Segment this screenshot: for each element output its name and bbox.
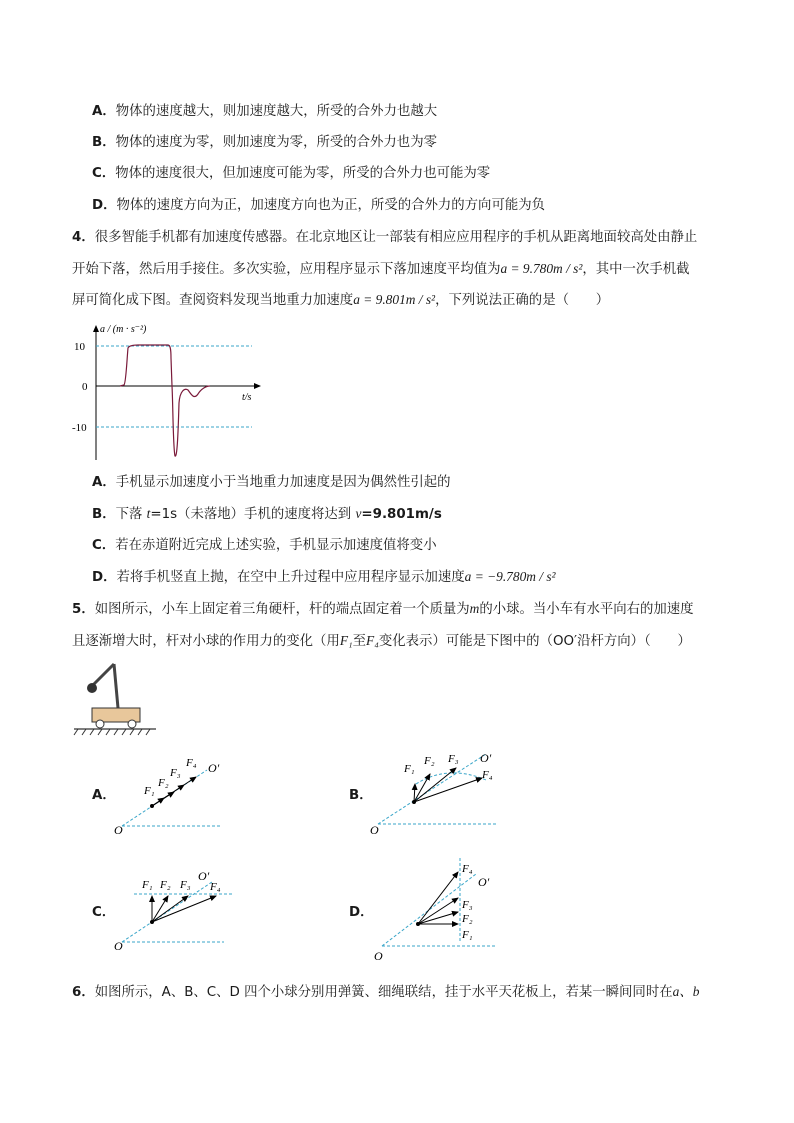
svg-text:F₁: F₁ (142, 879, 153, 891)
q5-figure-a-label: A． (92, 788, 116, 803)
svg-text:F₁: F₁ (404, 763, 415, 775)
q5-figure-c-label: C． (92, 905, 116, 920)
svg-text:O: O (114, 939, 123, 953)
x-axis-label: t/s (242, 392, 252, 403)
q5-figure-a (112, 752, 232, 840)
svg-text:O′: O′ (198, 869, 210, 883)
vertical-rod (114, 664, 118, 708)
tick-0: 0 (82, 381, 88, 393)
q5-stem-line2: 且逐渐增大时，杆对小球的作用力的变化（用F₁至F₄变化表示）可能是下图中的（OO′沿杆方向）（ ） (72, 633, 691, 649)
svg-text:F₃: F₃ (462, 899, 473, 911)
q5-figure-b (368, 744, 504, 840)
svg-text:F₃: F₃ (180, 879, 191, 891)
slanted-rod (92, 664, 114, 686)
svg-text:F₄: F₄ (186, 757, 197, 769)
svg-text:F₃: F₃ (170, 767, 181, 779)
q5-figure-b-label: B． (349, 788, 373, 803)
tick-10: 10 (74, 341, 85, 353)
q4-option-c: C．若在赤道附近完成上述实验，手机显示加速度值将变小 (92, 538, 437, 553)
q5-figure-d-label: D． (349, 905, 374, 920)
rod-direction-dashed (122, 882, 212, 942)
svg-text:O′: O′ (478, 875, 490, 889)
acceleration-curve (120, 345, 210, 456)
ground-hatch (74, 729, 150, 735)
tick-minus10: -10 (72, 422, 87, 434)
q4-option-a: A．手机显示加速度小于当地重力加速度是因为偶然性引起的 (92, 475, 451, 490)
ball (87, 683, 97, 693)
q4-stem-line1: 4．很多智能手机都有加速度传感器。在北京地区让一部装有相应应用程序的手机从距离地面较高处由静止 (72, 230, 698, 245)
acceleration-time-chart (60, 318, 270, 468)
q3-option-b: B．物体的速度为零，则加速度为零，所受的合外力也为零 (92, 135, 437, 150)
q6-stem-line1: 6．如图所示，A、B、C、D 四个小球分别用弹簧、细绳联结，挂于水平天花板上，若某一瞬间同时在a、b (72, 984, 700, 1000)
q5-figure-c (112, 864, 242, 956)
q3-option-a: A．物体的速度越大，则加速度越大，所受的合外力也越大 (92, 104, 438, 119)
svg-text:F₄: F₄ (462, 863, 473, 875)
q3-option-d: D．物体的速度方向为正，加速度方向也为正，所受的合外力的方向可能为负 (92, 198, 546, 213)
svg-text:F₁: F₁ (462, 929, 473, 941)
y-axis-label: a / (m · s⁻²) (100, 324, 147, 335)
cart-wheel-left (96, 720, 104, 728)
svg-text:O: O (370, 823, 379, 837)
q5-stem-line1: 5．如图所示，小车上固定着三角硬杆，杆的端点固定着一个质量为m的小球。当小车有水平向右的加速度 (72, 601, 694, 617)
svg-text:F₁: F₁ (144, 785, 155, 797)
q3-option-c: C．物体的速度很大，但加速度可能为零，所受的合外力也可能为零 (92, 166, 491, 181)
q4-stem-line2: 开始下落，然后用手接住。多次实验，应用程序显示下落加速度平均值为a = 9.780m / s²，其中一次手机截 (72, 261, 690, 277)
svg-text:O: O (114, 823, 123, 837)
q4-stem-line3: 屏可简化成下图。查阅资料发现当地重力加速度a = 9.801m / s²，下列说法正确的是（ ） (72, 292, 610, 308)
svg-text:F₃: F₃ (448, 753, 459, 765)
svg-text:F₄: F₄ (210, 881, 221, 893)
svg-text:F₂: F₂ (462, 913, 473, 925)
svg-text:F₄: F₄ (482, 769, 493, 781)
cart-wheel-right (128, 720, 136, 728)
svg-text:O′: O′ (208, 761, 220, 775)
cart-figure (70, 660, 160, 738)
svg-text:O: O (374, 949, 383, 963)
q5-figure-d (368, 852, 504, 964)
svg-text:F₂: F₂ (158, 777, 169, 789)
svg-text:F₂: F₂ (424, 755, 435, 767)
q4-option-d: D．若将手机竖直上抛，在空中上升过程中应用程序显示加速度a = −9.780m / s² (92, 569, 556, 585)
svg-text:F₂: F₂ (160, 879, 171, 891)
svg-text:O′: O′ (480, 751, 492, 765)
q4-option-b: B．下落 t=1s（未落地）手机的速度将达到 v=9.801m/s (92, 506, 442, 522)
tip-curve-dashed (416, 773, 486, 784)
